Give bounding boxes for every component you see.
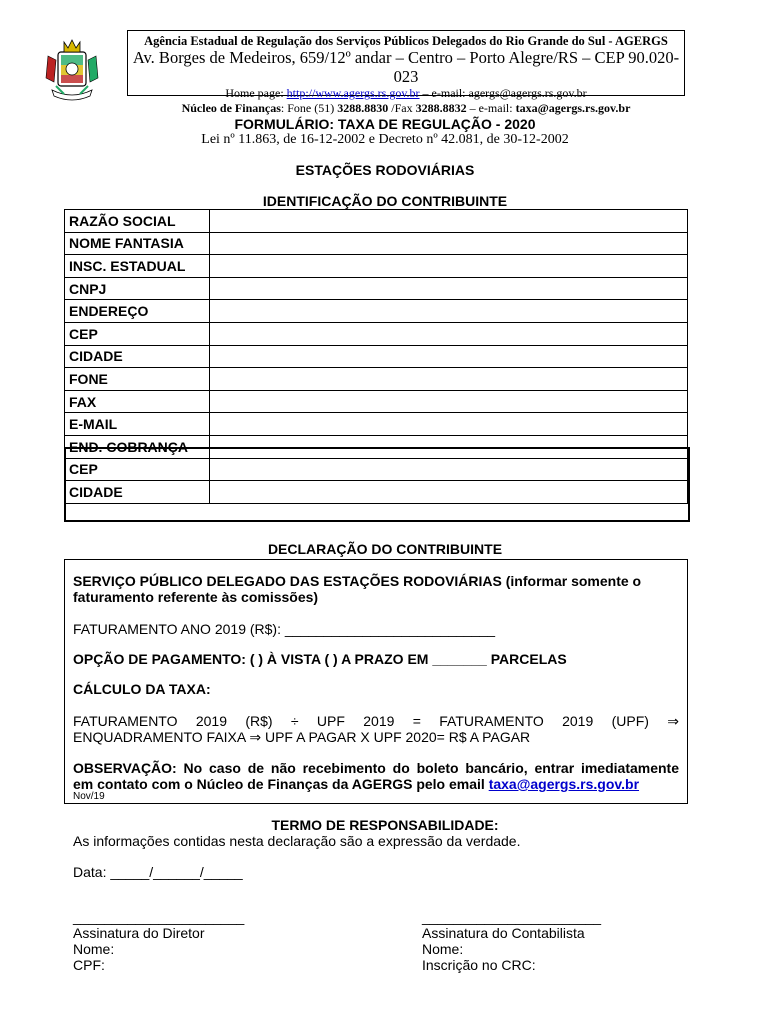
field-value[interactable]: [210, 300, 688, 323]
director-signature-line[interactable]: ______________________: [73, 909, 245, 925]
declaration-heading: DECLARAÇÃO DO CONTRIBUINTE: [267, 541, 503, 557]
identification-row: [65, 481, 688, 504]
calculation-line-1: FATURAMENTO 2019 (R$) ÷ UPF 2019 = FATURAMENTO 2019 (UPF) ⇒: [73, 713, 679, 729]
field-value[interactable]: [210, 481, 688, 504]
field-label: INSC. ESTADUAL: [65, 255, 210, 278]
director-name-label: Nome:: [73, 941, 115, 957]
finance-email: taxa@agergs.rs.gov.br: [515, 101, 631, 115]
field-label: CEP: [65, 458, 210, 481]
identification-row: [65, 232, 688, 255]
field-value[interactable]: [210, 435, 688, 458]
field-label: END. COBRANÇA: [65, 435, 210, 458]
finance-fax-prefix: /Fax: [388, 101, 416, 115]
revenue-field[interactable]: FATURAMENTO ANO 2019 (R$): ___________________________: [73, 621, 496, 637]
agency-header: [127, 30, 685, 115]
director-signature-title: Assinatura do Diretor: [73, 925, 205, 941]
form-title: FORMULÁRIO: TAXA DE REGULAÇÃO - 2020: [234, 116, 536, 132]
legal-reference: Lei nº 11.863, de 16-12-2002 e Decreto nº 42.081, de 30-12-2002: [201, 132, 569, 147]
identification-row: [65, 255, 688, 278]
field-value[interactable]: [210, 255, 688, 278]
accountant-crc-label: Inscrição no CRC:: [422, 957, 536, 973]
observation-line-2: [73, 776, 639, 792]
field-label: CIDADE: [65, 345, 210, 368]
identification-row: [65, 435, 688, 458]
finance-contact: [128, 101, 684, 116]
identification-row: [65, 300, 688, 323]
terms-heading: TERMO DE RESPONSABILIDADE:: [271, 817, 499, 833]
agency-address: Av. Borges de Medeiros, 659/12º andar – Centro – Porto Alegre/RS – CEP 90.020-023: [132, 48, 680, 86]
finance-phone-prefix: : Fone (51): [280, 101, 338, 115]
terms-statement: As informações contidas nesta declaração são a expressão da verdade.: [73, 833, 521, 849]
identification-row: [65, 322, 688, 345]
identification-row: [65, 277, 688, 300]
field-value[interactable]: [210, 413, 688, 436]
agency-email: – e-mail: agergs@agergs.rs.gov.br: [419, 86, 587, 100]
field-label: ENDEREÇO: [65, 300, 210, 323]
finance-fax: 3288.8832: [415, 101, 467, 115]
identification-row: [65, 210, 688, 233]
identification-table: [64, 209, 688, 504]
field-label: CIDADE: [65, 481, 210, 504]
identification-row: [65, 345, 688, 368]
accountant-signature-line[interactable]: _______________________: [422, 909, 602, 925]
identification-row: [65, 368, 688, 391]
coat-of-arms-icon: [44, 38, 100, 104]
identification-row: [65, 413, 688, 436]
director-signature: [73, 909, 244, 973]
field-label: CEP: [65, 322, 210, 345]
agency-contact: [128, 86, 684, 101]
field-label: RAZÃO SOCIAL: [65, 210, 210, 233]
accountant-name-label: Nome:: [422, 941, 464, 957]
field-value[interactable]: [210, 277, 688, 300]
director-cpf-label: CPF:: [73, 957, 105, 973]
field-value[interactable]: [210, 345, 688, 368]
identification-heading: IDENTIFICAÇÃO DO CONTRIBUINTE: [262, 193, 508, 209]
field-label: FONE: [65, 368, 210, 391]
finance-phone: 3288.8830: [337, 101, 389, 115]
field-label: FAX: [65, 390, 210, 413]
field-value[interactable]: [210, 322, 688, 345]
field-label: E-MAIL: [65, 413, 210, 436]
field-value[interactable]: [210, 368, 688, 391]
service-line-2: faturamento referente às comissões): [73, 589, 319, 605]
agency-name: Agência Estadual de Regulação dos Serviços Públicos Delegados do Rio Grande do Sul - AGERGS: [144, 34, 668, 48]
field-value[interactable]: [210, 458, 688, 481]
finance-email-link[interactable]: taxa@agergs.rs.gov.br: [488, 776, 640, 792]
calculation-line-2: ENQUADRAMENTO FAIXA ⇒ UPF A PAGAR X UPF 2020= R$ A PAGAR: [73, 729, 531, 745]
calculation-heading: CÁLCULO DA TAXA:: [73, 681, 211, 697]
field-value[interactable]: [210, 232, 688, 255]
finance-email-prefix: – e-mail:: [466, 101, 516, 115]
form-version: Nov/19: [73, 791, 105, 802]
field-value[interactable]: [210, 390, 688, 413]
date-field[interactable]: Data: _____/______/_____: [73, 864, 243, 880]
payment-option[interactable]: OPÇÃO DE PAGAMENTO: ( ) À VISTA ( ) A PRAZO EM _______ PARCELAS: [73, 651, 567, 667]
service-line-1: SERVIÇO PÚBLICO DELEGADO DAS ESTAÇÕES RODOVIÁRIAS (informar somente o: [73, 573, 642, 589]
identification-row: [65, 458, 688, 481]
field-label: CNPJ: [65, 277, 210, 300]
form-subject: ESTAÇÕES RODOVIÁRIAS: [295, 162, 475, 178]
identification-row: [65, 390, 688, 413]
accountant-signature: [422, 909, 601, 973]
accountant-signature-title: Assinatura do Contabilista: [422, 925, 585, 941]
homepage-prefix: Home page:: [225, 86, 287, 100]
homepage-link[interactable]: http://www.agergs.rs.gov.br: [286, 86, 420, 100]
observation-text: em contato com o Núcleo de Finanças da AGERGS pelo email: [73, 776, 489, 792]
field-value[interactable]: [210, 210, 688, 233]
field-label: NOME FANTASIA: [65, 232, 210, 255]
observation-line-1: OBSERVAÇÃO: No caso de não recebimento do boleto bancário, entrar imediatamente: [73, 760, 679, 776]
finance-label: Núcleo de Finanças: [181, 101, 281, 115]
service-description: [73, 573, 641, 605]
